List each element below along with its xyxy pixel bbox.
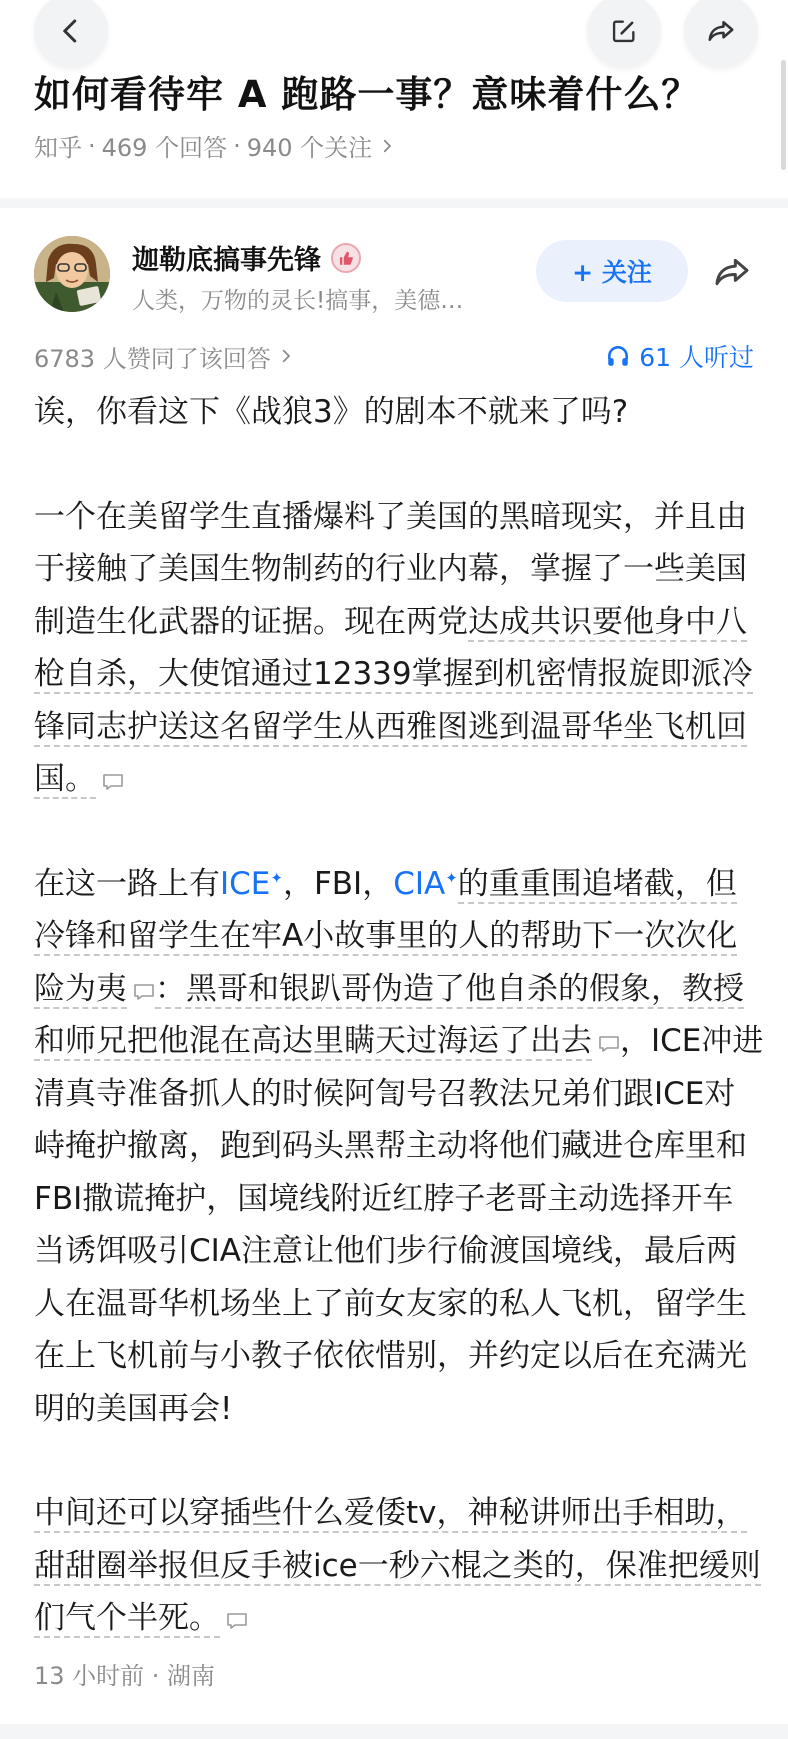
question-meta[interactable] <box>34 128 396 163</box>
section-divider <box>0 1724 788 1739</box>
paragraph-2-text: 一个在美留学生直播爆料了美国的黑暗现实，并且由于接触了美国生物制药的行业内幕，掌握了一些美国制造生化武器的证据。现在两党 <box>34 498 747 640</box>
author-avatar[interactable] <box>34 236 110 312</box>
follow-button[interactable] <box>536 240 688 302</box>
paragraph-3 <box>34 858 764 1436</box>
scrollbar[interactable] <box>781 60 786 170</box>
paragraph-1-text: 诶，你看这下《战狼3》的剧本不就来了吗? <box>34 394 629 430</box>
paragraph-3-text: ，ICE冲进清真寺准备抓人的时候阿訇号召教法兄弟们跟ICE对峙掩护撤离，跑到码头黑帮主动将他们藏进仓库里和FBI撒谎掩护，国境线附近红脖子老哥主动选择开车当诱饵吸引CIA注意让他们步行偷渡国境线，最后两人在温哥华机场坐上了前女友家的私人飞机，留学生在上飞机前与小教子依依惜别，并约定以后在充满光明的美国再会! <box>34 1023 764 1427</box>
comment-bubble-icon[interactable] <box>133 983 155 1001</box>
back-button[interactable] <box>34 0 108 68</box>
link-marker: ✦ <box>270 868 283 887</box>
chevron-right-icon <box>378 137 396 155</box>
meta-separator: · <box>88 131 96 160</box>
paragraph-3-text: ，FBI， <box>282 865 394 902</box>
highlighted-text[interactable]: 中间还可以穿插些什么爱倭tv，神秘讲师出手相助，甜甜圈举报但反手被ice一秒六棍之类的，保准把缓则们气个半死。 <box>34 1495 761 1636</box>
top-bar <box>0 0 788 200</box>
answer-time-location: 13 小时前 · 湖南 <box>34 1662 216 1690</box>
link-ice-text: ICE <box>220 865 271 902</box>
thumbs-up-badge-icon <box>337 249 355 267</box>
comment-bubble-icon[interactable] <box>598 1035 620 1053</box>
comment-bubble-icon[interactable] <box>102 773 124 791</box>
followers-count: 940 个关注 <box>246 134 373 162</box>
paragraph-3-text: 在这一路上有 <box>34 865 220 902</box>
link-ice[interactable] <box>220 866 283 902</box>
highlighted-text[interactable]: ：黑哥和银趴哥伪造了他自杀的假象，教授和师兄把他混在高达里瞒天过海运了出去 <box>34 970 744 1059</box>
meta-separator: · <box>233 131 241 160</box>
source-label: 知乎 <box>34 134 82 162</box>
paragraph-2 <box>34 491 764 806</box>
paragraph-1 <box>34 386 764 439</box>
author-description: 人类，万物的灵长!搞事，美德… <box>132 288 464 314</box>
headphones-icon <box>605 343 631 369</box>
listen-count[interactable] <box>605 338 754 374</box>
section-divider <box>0 198 788 208</box>
comment-bubble-icon[interactable] <box>226 1612 248 1630</box>
share-button[interactable] <box>707 250 757 294</box>
vote-count[interactable] <box>34 339 295 374</box>
share-arrow-icon <box>706 16 736 46</box>
follow-label: + 关注 <box>572 258 652 287</box>
listen-count-text: 61 人听过 <box>639 343 754 372</box>
chevron-right-icon <box>277 347 295 365</box>
share-arrow-icon <box>710 252 754 292</box>
edit-icon <box>610 17 638 45</box>
highlighted-text[interactable]: 达成共识要他身中八枪自杀，大使馆通过12339掌握到机密情报旋即派冷锋同志护送这名留学生从西雅图逃到温哥华坐飞机回国。 <box>34 603 753 797</box>
vote-count-text: 6783 人赞同了该回答 <box>34 344 271 373</box>
author-name-row[interactable] <box>132 238 361 277</box>
answer-stats <box>34 338 754 374</box>
edit-button[interactable] <box>587 0 661 68</box>
answer-content <box>34 386 764 1697</box>
share-top-button[interactable] <box>684 0 758 68</box>
author-badge <box>331 243 361 273</box>
paragraph-4 <box>34 1487 764 1645</box>
chevron-left-icon <box>56 16 86 46</box>
link-cia[interactable] <box>393 866 458 902</box>
answers-count: 469 个回答 <box>101 134 228 162</box>
answer-card <box>0 208 788 1739</box>
avatar-cartoon-icon <box>34 236 110 312</box>
link-marker: ✦ <box>445 868 458 887</box>
author-name: 迦勒底搞事先锋 <box>132 245 321 276</box>
link-cia-text: CIA <box>393 865 446 902</box>
question-title[interactable]: 如何看待牢 A 跑路一事？意味着什么？ <box>34 73 700 116</box>
highlighted-text[interactable]: 的重重围追堵截，但冷锋和留学生在牢A小故事里的人的帮助下一次次化险为夷 <box>34 865 738 1007</box>
